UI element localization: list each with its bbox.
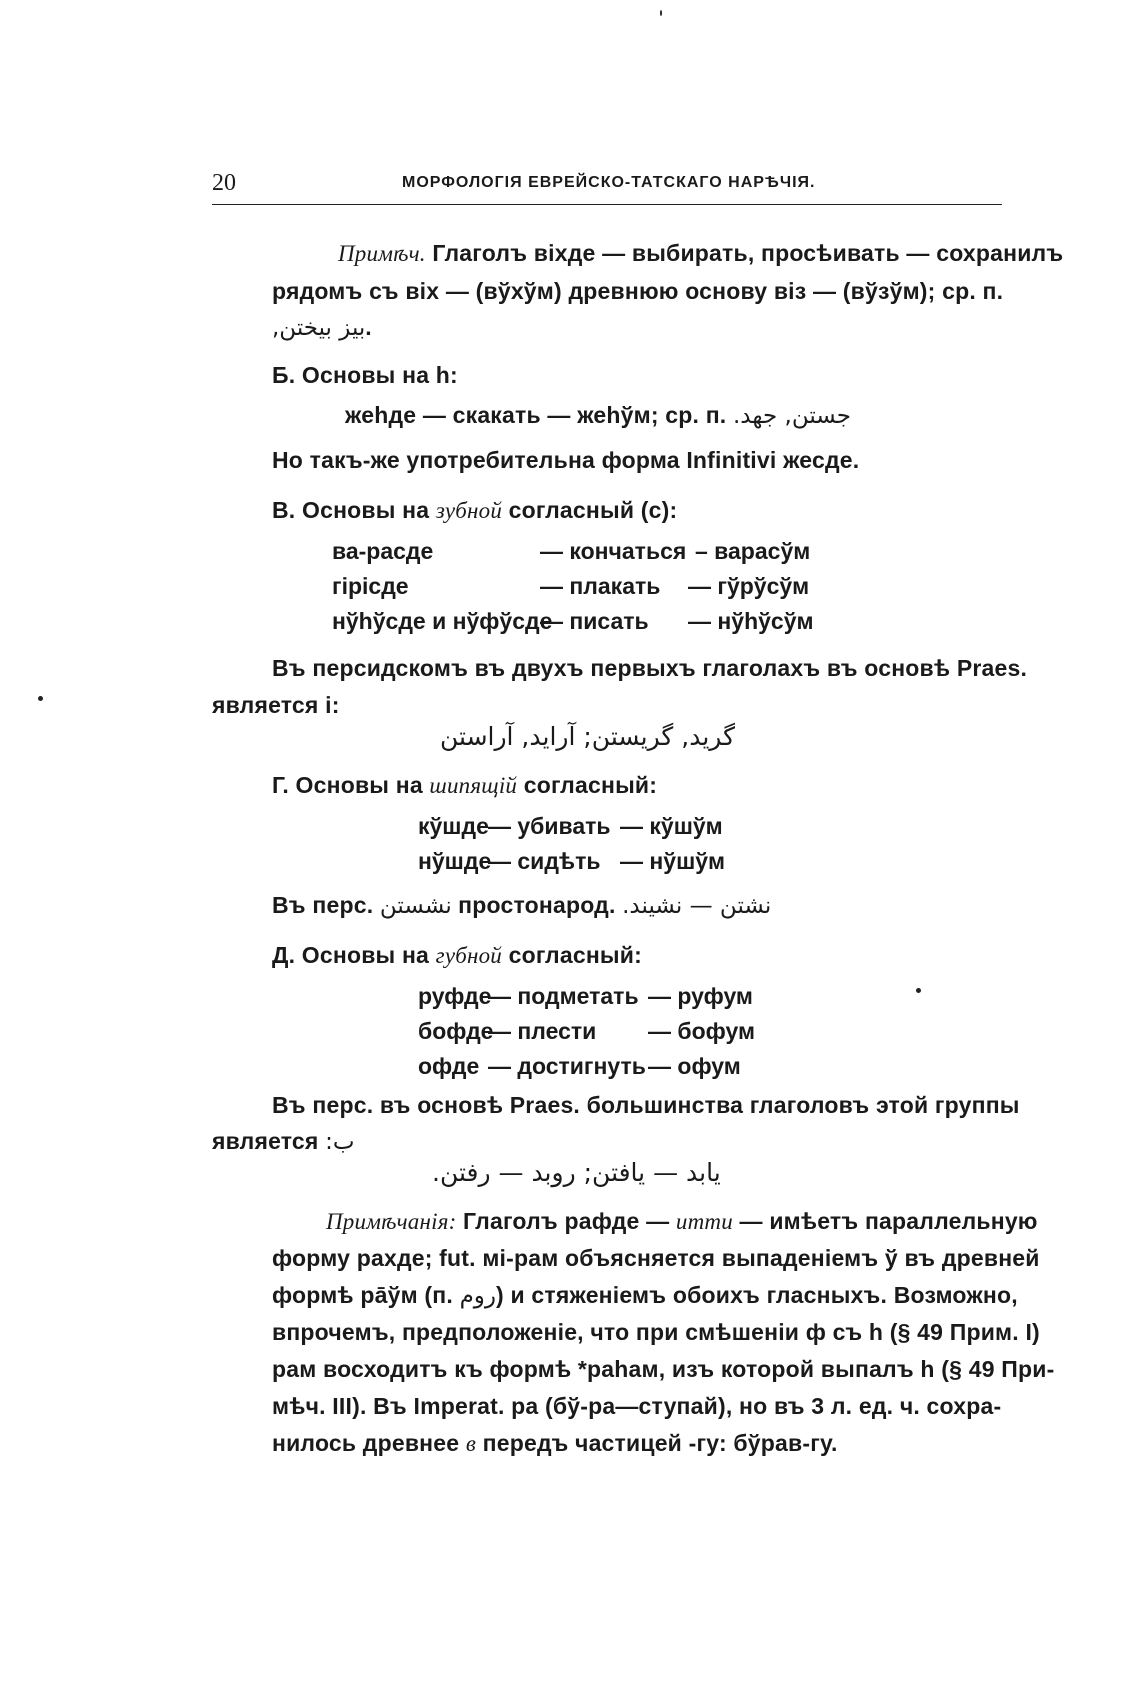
note1-persian: بيز بيختن,	[272, 315, 366, 341]
sectionV-row2-a: гірісде	[332, 573, 409, 599]
sectionV-heading	[272, 497, 677, 524]
sectionV-row1-c: – варасўм	[695, 538, 811, 564]
note1-line3-dot: .	[365, 314, 372, 340]
notes2-line1-a: Глаголъ рафде —	[456, 1208, 676, 1234]
sectionG-note-persian2: نشتن — نشيند.	[622, 893, 772, 919]
notes2-line3-post: ) и стяженіемъ обоихъ гласныхъ. Возможно,	[496, 1282, 1018, 1308]
notes2-line1-b: — имѣетъ параллельную	[732, 1208, 1038, 1234]
sectionV-heading-em: зубной	[435, 498, 503, 523]
running-title: МОРФОЛОГІЯ ЕВРЕЙСКО-ТАТСКАГО НАРѢЧІЯ.	[402, 174, 816, 191]
sectionG-row1-a: кўшде	[418, 813, 489, 839]
sectionV-note-line2: является і:	[212, 692, 340, 718]
sectionD-heading	[272, 942, 642, 969]
page-header	[212, 170, 1002, 204]
notes2-line7-em: в	[465, 1431, 477, 1456]
sectionD-note-line1: Въ перс. въ основѣ Praes. большинства глаголовъ этой группы	[272, 1092, 1020, 1118]
scan-speck	[660, 10, 662, 16]
sectionV-row2-b: — плакать	[540, 573, 661, 599]
sectionD-heading-post: согласный:	[502, 942, 642, 968]
sectionV-row2-c: — гўрўсўм	[688, 573, 810, 599]
notes2-line5: рам восходитъ къ формѣ *pahам, изъ которой выпалъ h (§ 49 При-	[272, 1356, 1055, 1382]
notes2-line4: впрочемъ, предположеніе, что при смѣшеніи ф съ h (§ 49 Прим. I)	[272, 1319, 1040, 1345]
notes2-line3	[272, 1282, 1018, 1309]
sectionG-row1-b: — убивать	[488, 813, 611, 839]
sectionG-note-pre: Въ перс.	[272, 892, 374, 918]
note1-line1	[338, 240, 1063, 267]
sectionD-row3-a: офде	[418, 1053, 480, 1079]
sectionD-row2-b: — плести	[488, 1018, 597, 1044]
note1-label: Примѣч.	[338, 241, 426, 266]
sectionG-heading-em: шипящій	[429, 773, 518, 798]
sectionD-row3-c: — офум	[648, 1053, 741, 1079]
sectionV-heading-post: согласный (с):	[502, 497, 678, 523]
header-rule	[212, 204, 1002, 205]
sectionG-note	[272, 892, 771, 919]
page-number: 20	[212, 170, 236, 196]
sectionD-row2-c: — бофум	[648, 1018, 755, 1044]
sectionD-note-line2-persian: ب:	[325, 1129, 355, 1155]
sectionD-row1-a: руфде	[418, 983, 492, 1009]
sectionV-heading-pre: В. Основы на	[272, 497, 436, 523]
sectionB-example	[345, 402, 851, 429]
sectionD-note-line2-pre: является	[212, 1128, 319, 1154]
notes2-line1	[326, 1208, 1038, 1235]
sectionD-note-line2	[212, 1128, 355, 1155]
sectionV-row3-c: — нўhўсўм	[688, 608, 814, 634]
sectionV-row1-a: ва-расде	[332, 538, 434, 564]
sectionD-row1-b: — подметать	[488, 983, 639, 1009]
sectionD-row1-c: — руфум	[648, 983, 753, 1009]
sectionG-note-persian1: نشستن	[379, 893, 452, 919]
sectionG-row1-c: — кўшўм	[620, 813, 723, 839]
sectionB-persian: جستن, جهد.	[733, 403, 852, 429]
sectionV-row3-a: нўhўсде и нўфўсде	[332, 608, 553, 634]
sectionV-row1-b: — кончаться	[540, 538, 687, 564]
sectionG-heading	[272, 772, 657, 799]
notes2-label: Примѣчанія:	[326, 1209, 457, 1234]
notes2-line2: форму рахде; fut. мі-рам объясняется выпаденіемъ ў въ древней	[272, 1245, 1040, 1271]
sectionG-row2-c: — нўшўм	[620, 848, 726, 874]
sectionG-note-mid: простонарод.	[458, 892, 616, 918]
sectionV-row3-b: — писать	[540, 608, 649, 634]
sectionV-persian: گريد, گريستن; آرايد, آراستن	[440, 722, 735, 751]
sectionB-heading: Б. Основы на h:	[272, 362, 458, 388]
sectionV-note-line1: Въ персидскомъ въ двухъ первыхъ глаголахъ въ основѣ Praes.	[272, 655, 1028, 681]
sectionB-example-text: жеhде — скакать — жеhўм; ср. п.	[345, 402, 727, 428]
scan-speck	[38, 696, 43, 701]
notes2-line3-pre: формѣ рāўм (п.	[272, 1282, 453, 1308]
notes2-line7-post: передъ частицей -гу: бўрав-гу.	[476, 1430, 838, 1456]
sectionD-persian: يابد — يافتن; روبد — رفتن.	[432, 1158, 721, 1187]
sectionG-row2-a: нўшде	[418, 848, 492, 874]
notes2-line3-persian: روم	[459, 1283, 497, 1309]
notes2-line1-em: итти	[675, 1209, 733, 1234]
notes2-line7-pre: нилось древнее	[272, 1430, 466, 1456]
sectionG-row2-b: — сидѣть	[488, 848, 601, 874]
note1-line3	[272, 314, 372, 341]
scan-speck	[916, 988, 921, 993]
sectionD-row2-a: бофде	[418, 1018, 494, 1044]
sectionG-heading-pre: Г. Основы на	[272, 772, 430, 798]
sectionD-heading-em: губной	[435, 943, 502, 968]
note1-line1-text: Глаголъ віхде — выбирать, просѣивать — сохранилъ	[425, 240, 1064, 266]
sectionD-heading-pre: Д. Основы на	[272, 942, 436, 968]
notes2-line7	[272, 1430, 838, 1457]
sectionD-row3-b: — достигнуть	[488, 1053, 646, 1079]
sectionB-note: Но такъ-же употребительна форма Infinitivi жесде.	[272, 447, 860, 473]
note1-line2: рядомъ съ віх — (вўхўм) древнюю основу віз — (вўзўм); ср. п.	[272, 278, 1004, 304]
notes2-line6: мѣч. III). Въ Imperat. ра (бў-ра—ступай), но въ 3 л. ед. ч. сохра-	[272, 1393, 1002, 1419]
sectionG-heading-post: согласный:	[517, 772, 658, 798]
